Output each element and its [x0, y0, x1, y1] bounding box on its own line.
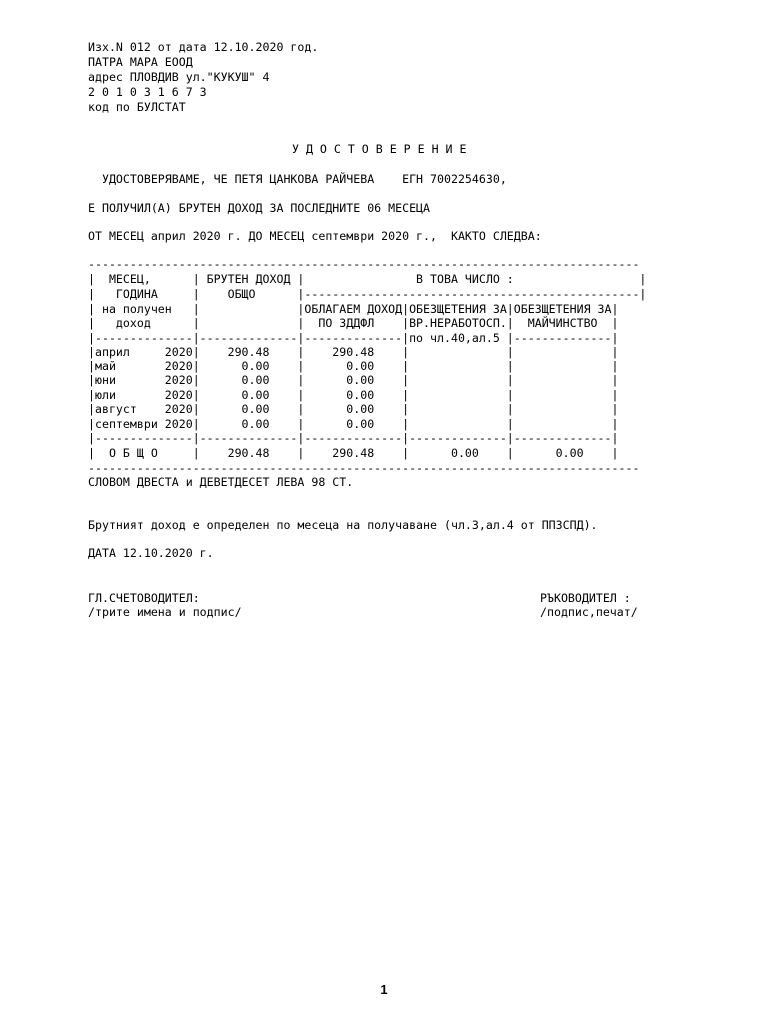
period-line: ОТ МЕСЕЦ април 2020 г. ДО МЕСЕЦ септември 2020 г., КАКТО СЛЕДВА: [88, 229, 542, 243]
table-row: ------------------------------------------------------------------------------- [88, 257, 640, 271]
received-line: Е ПОЛУЧИЛ(А) БРУТЕН ДОХОД ЗА ПОСЛЕДНИТЕ 06 МЕСЕЦА [88, 201, 431, 215]
amount-in-words: СЛОВОМ ДВЕСТА и ДЕВЕТДЕСЕТ ЛЕВА 98 СТ. [88, 475, 354, 489]
accountant-label: ГЛ.СЧЕТОВОДИТЕЛ: [88, 591, 200, 605]
certify-line: УДОСТОВЕРЯВАМЕ, ЧЕ ПЕТЯ ЦАНКОВА РАЙЧЕВА ЕГН 7002254630, [88, 172, 507, 186]
table-row: ------------------------------------------------------------------------------- [88, 461, 640, 475]
table-row: |май 2020| 0.00 | 0.00 | | | [88, 359, 619, 373]
reference-line: Изх.N 012 от дата 12.10.2020 год. [88, 40, 319, 54]
bulstat-label: код по БУЛСТАТ [88, 100, 186, 114]
bulstat-digits: 2 0 1 0 3 1 6 7 3 [88, 85, 207, 99]
table-row: |юни 2020| 0.00 | 0.00 | | | [88, 373, 619, 387]
table-row: | на получен | |ОБЛАГАЕМ ДОХОД|ОБЕЗЩЕТЕНИЯ ЗА|ОБЕЗЩЕТЕНИЯ ЗА| [88, 302, 619, 316]
table-row: |септември 2020| 0.00 | 0.00 | | | [88, 417, 619, 431]
income-note: Брутният доход е определен по месеца на получаване (чл.3,ал.4 от ППЗСПД). [88, 518, 598, 532]
document-title: У Д О С Т О В Е Р Е Н И Е [292, 142, 467, 156]
table-row: |август 2020| 0.00 | 0.00 | | | [88, 402, 619, 416]
table-row: |април 2020| 290.48 | 290.48 | | | [88, 345, 619, 359]
manager-label: РЪКОВОДИТЕЛ : [540, 591, 631, 605]
table-row: | МЕСЕЦ, | БРУТЕН ДОХОД | В ТОВА ЧИСЛО : | [88, 272, 647, 286]
page-number: 1 [380, 982, 388, 997]
table-row: | доход | | ПО ЗДДФЛ |ВР.НЕРАБОТОСП.| МАЙЧИНСТВО | [88, 316, 619, 330]
accountant-hint: /трите имена и подпис/ [88, 605, 242, 619]
date-line: ДАТА 12.10.2020 г. [88, 546, 214, 560]
company-address: адрес ПЛОВДИВ ул."КУКУШ" 4 [88, 70, 270, 84]
manager-hint: /подпис,печат/ [540, 605, 638, 619]
table-total-row: | О Б Щ О | 290.48 | 290.48 | 0.00 | 0.00 | [88, 446, 619, 460]
table-row: | ГОДИНА | ОБЩО |------------------------------------------------| [88, 287, 647, 301]
table-row: |юли 2020| 0.00 | 0.00 | | | [88, 388, 619, 402]
company-name: ПАТРА МАРА ЕООД [88, 55, 193, 69]
table-row: |--------------|--------------|--------------|по чл.40,ал.5 |--------------| [88, 331, 619, 345]
table-row: |--------------|--------------|--------------|--------------|--------------| [88, 431, 619, 445]
